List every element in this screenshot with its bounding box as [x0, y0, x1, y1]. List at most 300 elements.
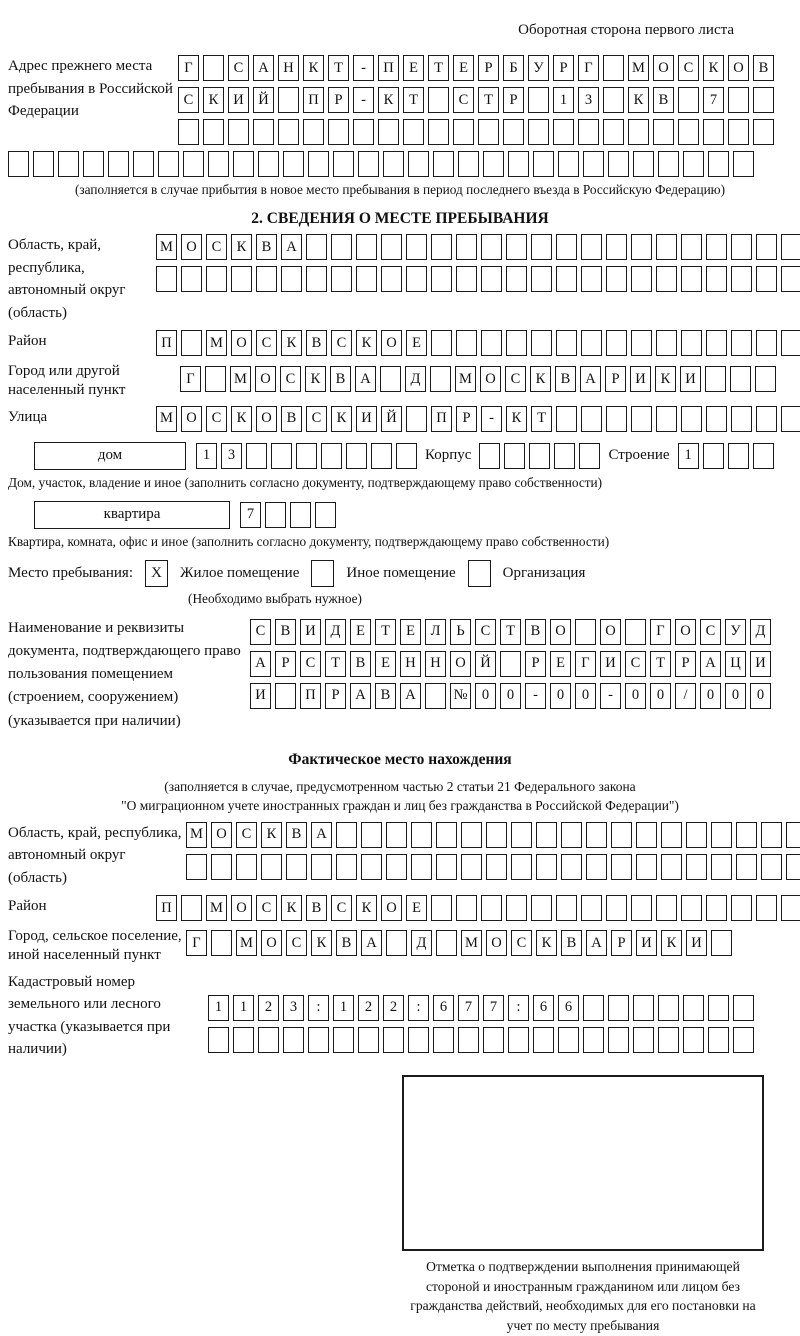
char-cell[interactable]: [408, 1027, 429, 1053]
char-cell[interactable]: [781, 406, 800, 432]
char-cell[interactable]: [231, 266, 252, 292]
char-cell[interactable]: [633, 151, 654, 177]
char-cell[interactable]: У: [528, 55, 549, 81]
char-cell[interactable]: [383, 151, 404, 177]
char-cell[interactable]: К: [311, 930, 332, 956]
char-cell[interactable]: К: [536, 930, 557, 956]
char-cell[interactable]: К: [281, 895, 302, 921]
char-cell[interactable]: [528, 87, 549, 113]
char-cell[interactable]: :: [508, 995, 529, 1021]
char-cell[interactable]: [658, 151, 679, 177]
char-cell[interactable]: [631, 266, 652, 292]
char-cell[interactable]: [678, 119, 699, 145]
char-cell[interactable]: Р: [553, 55, 574, 81]
char-cell[interactable]: В: [256, 234, 277, 260]
char-cell[interactable]: [408, 151, 429, 177]
char-cell[interactable]: Т: [428, 55, 449, 81]
char-cell[interactable]: К: [356, 330, 377, 356]
char-cell[interactable]: 2: [383, 995, 404, 1021]
char-cell[interactable]: [246, 443, 267, 469]
char-cell[interactable]: [581, 406, 602, 432]
char-cell[interactable]: О: [211, 822, 232, 848]
char-cell[interactable]: М: [455, 366, 476, 392]
char-cell[interactable]: [556, 234, 577, 260]
char-cell[interactable]: 2: [358, 995, 379, 1021]
char-cell[interactable]: О: [728, 55, 749, 81]
char-cell[interactable]: [431, 234, 452, 260]
char-cell[interactable]: С: [286, 930, 307, 956]
char-cell[interactable]: [631, 406, 652, 432]
char-cell[interactable]: [636, 854, 657, 880]
char-cell[interactable]: [606, 406, 627, 432]
char-cell[interactable]: [731, 266, 752, 292]
char-cell[interactable]: К: [305, 366, 326, 392]
char-cell[interactable]: 3: [578, 87, 599, 113]
char-cell[interactable]: [781, 330, 800, 356]
char-cell[interactable]: [481, 330, 502, 356]
char-cell[interactable]: С: [236, 822, 257, 848]
char-cell[interactable]: [506, 266, 527, 292]
char-cell[interactable]: 3: [283, 995, 304, 1021]
char-cell[interactable]: [186, 854, 207, 880]
char-cell[interactable]: [458, 1027, 479, 1053]
char-cell[interactable]: [786, 822, 800, 848]
char-cell[interactable]: [686, 822, 707, 848]
char-cell[interactable]: [705, 366, 726, 392]
char-cell[interactable]: П: [300, 683, 321, 709]
char-cell[interactable]: А: [281, 234, 302, 260]
char-cell[interactable]: О: [480, 366, 501, 392]
char-cell[interactable]: Р: [478, 55, 499, 81]
char-cell[interactable]: [633, 1027, 654, 1053]
char-cell[interactable]: [333, 1027, 354, 1053]
char-cell[interactable]: П: [378, 55, 399, 81]
char-cell[interactable]: [578, 119, 599, 145]
char-cell[interactable]: Д: [325, 619, 346, 645]
char-cell[interactable]: Е: [453, 55, 474, 81]
char-cell[interactable]: [683, 151, 704, 177]
char-cell[interactable]: [603, 55, 624, 81]
char-cell[interactable]: [233, 151, 254, 177]
char-cell[interactable]: 1: [553, 87, 574, 113]
char-cell[interactable]: [353, 119, 374, 145]
char-cell[interactable]: О: [231, 330, 252, 356]
char-cell[interactable]: [504, 443, 525, 469]
char-cell[interactable]: 1: [196, 443, 217, 469]
char-cell[interactable]: [603, 87, 624, 113]
char-cell[interactable]: Р: [605, 366, 626, 392]
char-cell[interactable]: [308, 151, 329, 177]
char-cell[interactable]: А: [580, 366, 601, 392]
char-cell[interactable]: С: [280, 366, 301, 392]
char-cell[interactable]: [436, 854, 457, 880]
char-cell[interactable]: [781, 266, 800, 292]
char-cell[interactable]: И: [630, 366, 651, 392]
char-cell[interactable]: О: [261, 930, 282, 956]
char-cell[interactable]: [156, 266, 177, 292]
char-cell[interactable]: [331, 266, 352, 292]
char-cell[interactable]: [733, 995, 754, 1021]
char-cell[interactable]: 0: [475, 683, 496, 709]
char-cell[interactable]: [283, 1027, 304, 1053]
char-cell[interactable]: С: [178, 87, 199, 113]
char-cell[interactable]: [606, 234, 627, 260]
char-cell[interactable]: [503, 119, 524, 145]
char-cell[interactable]: О: [255, 366, 276, 392]
char-cell[interactable]: [706, 234, 727, 260]
apartment-type-box[interactable]: квартира: [34, 501, 230, 529]
char-cell[interactable]: [481, 895, 502, 921]
checkbox-other-premises[interactable]: [311, 560, 334, 587]
char-cell[interactable]: [536, 822, 557, 848]
char-cell[interactable]: [731, 895, 752, 921]
char-cell[interactable]: [181, 330, 202, 356]
char-cell[interactable]: Г: [578, 55, 599, 81]
char-cell[interactable]: Н: [278, 55, 299, 81]
house-type-box[interactable]: дом: [34, 442, 186, 470]
char-cell[interactable]: О: [653, 55, 674, 81]
char-cell[interactable]: Е: [406, 330, 427, 356]
char-cell[interactable]: [728, 119, 749, 145]
char-cell[interactable]: Р: [275, 651, 296, 677]
char-cell[interactable]: К: [303, 55, 324, 81]
char-cell[interactable]: [428, 119, 449, 145]
char-cell[interactable]: [681, 406, 702, 432]
char-cell[interactable]: [703, 443, 724, 469]
char-cell[interactable]: [583, 995, 604, 1021]
char-cell[interactable]: [256, 266, 277, 292]
char-cell[interactable]: О: [600, 619, 621, 645]
char-cell[interactable]: [461, 854, 482, 880]
char-cell[interactable]: [271, 443, 292, 469]
char-cell[interactable]: [606, 266, 627, 292]
char-cell[interactable]: [583, 151, 604, 177]
char-cell[interactable]: У: [725, 619, 746, 645]
char-cell[interactable]: [381, 266, 402, 292]
checkbox-organization[interactable]: [468, 560, 491, 587]
char-cell[interactable]: [728, 443, 749, 469]
char-cell[interactable]: К: [356, 895, 377, 921]
char-cell[interactable]: С: [306, 406, 327, 432]
char-cell[interactable]: [656, 406, 677, 432]
char-cell[interactable]: [33, 151, 54, 177]
char-cell[interactable]: [425, 683, 446, 709]
char-cell[interactable]: [756, 895, 777, 921]
char-cell[interactable]: В: [555, 366, 576, 392]
char-cell[interactable]: [278, 87, 299, 113]
char-cell[interactable]: [258, 1027, 279, 1053]
char-cell[interactable]: №: [450, 683, 471, 709]
char-cell[interactable]: [528, 119, 549, 145]
char-cell[interactable]: [346, 443, 367, 469]
char-cell[interactable]: Е: [406, 895, 427, 921]
char-cell[interactable]: [706, 330, 727, 356]
char-cell[interactable]: [233, 1027, 254, 1053]
char-cell[interactable]: [606, 330, 627, 356]
char-cell[interactable]: Т: [328, 55, 349, 81]
char-cell[interactable]: [181, 266, 202, 292]
char-cell[interactable]: 1: [333, 995, 354, 1021]
char-cell[interactable]: [756, 406, 777, 432]
char-cell[interactable]: [205, 366, 226, 392]
char-cell[interactable]: [531, 266, 552, 292]
char-cell[interactable]: К: [378, 87, 399, 113]
char-cell[interactable]: [653, 119, 674, 145]
char-cell[interactable]: 3: [221, 443, 242, 469]
char-cell[interactable]: И: [636, 930, 657, 956]
char-cell[interactable]: [708, 995, 729, 1021]
char-cell[interactable]: Т: [500, 619, 521, 645]
char-cell[interactable]: Й: [475, 651, 496, 677]
char-cell[interactable]: [556, 406, 577, 432]
char-cell[interactable]: [206, 266, 227, 292]
char-cell[interactable]: [358, 151, 379, 177]
char-cell[interactable]: Г: [180, 366, 201, 392]
char-cell[interactable]: [461, 822, 482, 848]
char-cell[interactable]: [731, 330, 752, 356]
char-cell[interactable]: -: [353, 87, 374, 113]
checkbox-residential[interactable]: X: [145, 560, 168, 587]
char-cell[interactable]: Н: [425, 651, 446, 677]
char-cell[interactable]: [328, 119, 349, 145]
char-cell[interactable]: [381, 234, 402, 260]
char-cell[interactable]: [631, 895, 652, 921]
char-cell[interactable]: [583, 1027, 604, 1053]
char-cell[interactable]: К: [506, 406, 527, 432]
char-cell[interactable]: [733, 151, 754, 177]
char-cell[interactable]: [431, 895, 452, 921]
char-cell[interactable]: В: [336, 930, 357, 956]
char-cell[interactable]: О: [181, 234, 202, 260]
char-cell[interactable]: [290, 502, 311, 528]
char-cell[interactable]: [628, 119, 649, 145]
char-cell[interactable]: [306, 234, 327, 260]
char-cell[interactable]: [486, 822, 507, 848]
char-cell[interactable]: [631, 234, 652, 260]
char-cell[interactable]: В: [525, 619, 546, 645]
char-cell[interactable]: С: [250, 619, 271, 645]
char-cell[interactable]: [428, 87, 449, 113]
char-cell[interactable]: [83, 151, 104, 177]
char-cell[interactable]: Р: [503, 87, 524, 113]
char-cell[interactable]: А: [586, 930, 607, 956]
char-cell[interactable]: [531, 234, 552, 260]
char-cell[interactable]: [536, 854, 557, 880]
char-cell[interactable]: Р: [675, 651, 696, 677]
char-cell[interactable]: Р: [325, 683, 346, 709]
char-cell[interactable]: [358, 1027, 379, 1053]
char-cell[interactable]: С: [511, 930, 532, 956]
char-cell[interactable]: И: [228, 87, 249, 113]
char-cell[interactable]: 6: [558, 995, 579, 1021]
char-cell[interactable]: А: [253, 55, 274, 81]
char-cell[interactable]: [731, 406, 752, 432]
char-cell[interactable]: [611, 822, 632, 848]
char-cell[interactable]: [406, 234, 427, 260]
char-cell[interactable]: С: [256, 330, 277, 356]
char-cell[interactable]: О: [450, 651, 471, 677]
char-cell[interactable]: Е: [375, 651, 396, 677]
char-cell[interactable]: А: [700, 651, 721, 677]
char-cell[interactable]: К: [231, 406, 252, 432]
char-cell[interactable]: С: [331, 330, 352, 356]
char-cell[interactable]: [386, 822, 407, 848]
char-cell[interactable]: [281, 266, 302, 292]
char-cell[interactable]: И: [680, 366, 701, 392]
char-cell[interactable]: С: [331, 895, 352, 921]
char-cell[interactable]: [681, 234, 702, 260]
char-cell[interactable]: [661, 854, 682, 880]
char-cell[interactable]: [378, 119, 399, 145]
char-cell[interactable]: [708, 1027, 729, 1053]
char-cell[interactable]: [486, 854, 507, 880]
char-cell[interactable]: [556, 330, 577, 356]
char-cell[interactable]: К: [655, 366, 676, 392]
char-cell[interactable]: С: [625, 651, 646, 677]
char-cell[interactable]: [731, 234, 752, 260]
char-cell[interactable]: [681, 895, 702, 921]
char-cell[interactable]: [581, 266, 602, 292]
char-cell[interactable]: 1: [233, 995, 254, 1021]
char-cell[interactable]: [706, 406, 727, 432]
char-cell[interactable]: [631, 330, 652, 356]
char-cell[interactable]: [531, 895, 552, 921]
char-cell[interactable]: Г: [178, 55, 199, 81]
char-cell[interactable]: [554, 443, 575, 469]
char-cell[interactable]: [533, 1027, 554, 1053]
char-cell[interactable]: -: [481, 406, 502, 432]
char-cell[interactable]: [108, 151, 129, 177]
char-cell[interactable]: [575, 619, 596, 645]
char-cell[interactable]: [606, 895, 627, 921]
char-cell[interactable]: М: [156, 234, 177, 260]
char-cell[interactable]: [306, 266, 327, 292]
char-cell[interactable]: [683, 995, 704, 1021]
char-cell[interactable]: [433, 151, 454, 177]
char-cell[interactable]: [608, 995, 629, 1021]
char-cell[interactable]: К: [703, 55, 724, 81]
char-cell[interactable]: [133, 151, 154, 177]
char-cell[interactable]: К: [231, 234, 252, 260]
char-cell[interactable]: 1: [678, 443, 699, 469]
char-cell[interactable]: Т: [375, 619, 396, 645]
char-cell[interactable]: [661, 822, 682, 848]
char-cell[interactable]: [736, 822, 757, 848]
char-cell[interactable]: К: [661, 930, 682, 956]
char-cell[interactable]: [511, 854, 532, 880]
char-cell[interactable]: К: [261, 822, 282, 848]
char-cell[interactable]: [411, 822, 432, 848]
char-cell[interactable]: С: [678, 55, 699, 81]
char-cell[interactable]: [581, 234, 602, 260]
char-cell[interactable]: [511, 822, 532, 848]
char-cell[interactable]: [386, 930, 407, 956]
char-cell[interactable]: Е: [403, 55, 424, 81]
char-cell[interactable]: М: [206, 330, 227, 356]
char-cell[interactable]: [436, 930, 457, 956]
char-cell[interactable]: В: [330, 366, 351, 392]
char-cell[interactable]: М: [236, 930, 257, 956]
char-cell[interactable]: 2: [258, 995, 279, 1021]
char-cell[interactable]: [761, 822, 782, 848]
char-cell[interactable]: [625, 619, 646, 645]
char-cell[interactable]: 0: [725, 683, 746, 709]
char-cell[interactable]: /: [675, 683, 696, 709]
char-cell[interactable]: [711, 930, 732, 956]
char-cell[interactable]: [556, 895, 577, 921]
char-cell[interactable]: А: [311, 822, 332, 848]
char-cell[interactable]: П: [156, 895, 177, 921]
char-cell[interactable]: [308, 1027, 329, 1053]
char-cell[interactable]: В: [375, 683, 396, 709]
char-cell[interactable]: [283, 151, 304, 177]
char-cell[interactable]: [211, 854, 232, 880]
char-cell[interactable]: [781, 895, 800, 921]
char-cell[interactable]: [483, 1027, 504, 1053]
char-cell[interactable]: [603, 119, 624, 145]
char-cell[interactable]: [481, 234, 502, 260]
char-cell[interactable]: А: [361, 930, 382, 956]
char-cell[interactable]: [611, 854, 632, 880]
char-cell[interactable]: И: [356, 406, 377, 432]
char-cell[interactable]: [711, 854, 732, 880]
char-cell[interactable]: [706, 266, 727, 292]
char-cell[interactable]: [479, 443, 500, 469]
char-cell[interactable]: Л: [425, 619, 446, 645]
char-cell[interactable]: [633, 995, 654, 1021]
char-cell[interactable]: [386, 854, 407, 880]
char-cell[interactable]: Б: [503, 55, 524, 81]
char-cell[interactable]: :: [408, 995, 429, 1021]
char-cell[interactable]: [508, 151, 529, 177]
char-cell[interactable]: 0: [575, 683, 596, 709]
char-cell[interactable]: [331, 234, 352, 260]
char-cell[interactable]: К: [203, 87, 224, 113]
char-cell[interactable]: [506, 330, 527, 356]
char-cell[interactable]: [500, 651, 521, 677]
char-cell[interactable]: [753, 119, 774, 145]
char-cell[interactable]: Р: [328, 87, 349, 113]
char-cell[interactable]: [456, 895, 477, 921]
char-cell[interactable]: [436, 822, 457, 848]
char-cell[interactable]: В: [281, 406, 302, 432]
char-cell[interactable]: [755, 366, 776, 392]
char-cell[interactable]: [730, 366, 751, 392]
char-cell[interactable]: [531, 330, 552, 356]
char-cell[interactable]: [556, 266, 577, 292]
char-cell[interactable]: 7: [240, 502, 261, 528]
char-cell[interactable]: [458, 151, 479, 177]
char-cell[interactable]: О: [381, 895, 402, 921]
char-cell[interactable]: 6: [433, 995, 454, 1021]
char-cell[interactable]: -: [600, 683, 621, 709]
char-cell[interactable]: [586, 854, 607, 880]
char-cell[interactable]: [396, 443, 417, 469]
char-cell[interactable]: С: [228, 55, 249, 81]
char-cell[interactable]: 0: [550, 683, 571, 709]
char-cell[interactable]: С: [700, 619, 721, 645]
char-cell[interactable]: [608, 1027, 629, 1053]
char-cell[interactable]: [380, 366, 401, 392]
char-cell[interactable]: [336, 822, 357, 848]
char-cell[interactable]: [581, 330, 602, 356]
char-cell[interactable]: Т: [531, 406, 552, 432]
char-cell[interactable]: С: [475, 619, 496, 645]
char-cell[interactable]: [753, 87, 774, 113]
char-cell[interactable]: Г: [186, 930, 207, 956]
char-cell[interactable]: [658, 1027, 679, 1053]
char-cell[interactable]: П: [156, 330, 177, 356]
